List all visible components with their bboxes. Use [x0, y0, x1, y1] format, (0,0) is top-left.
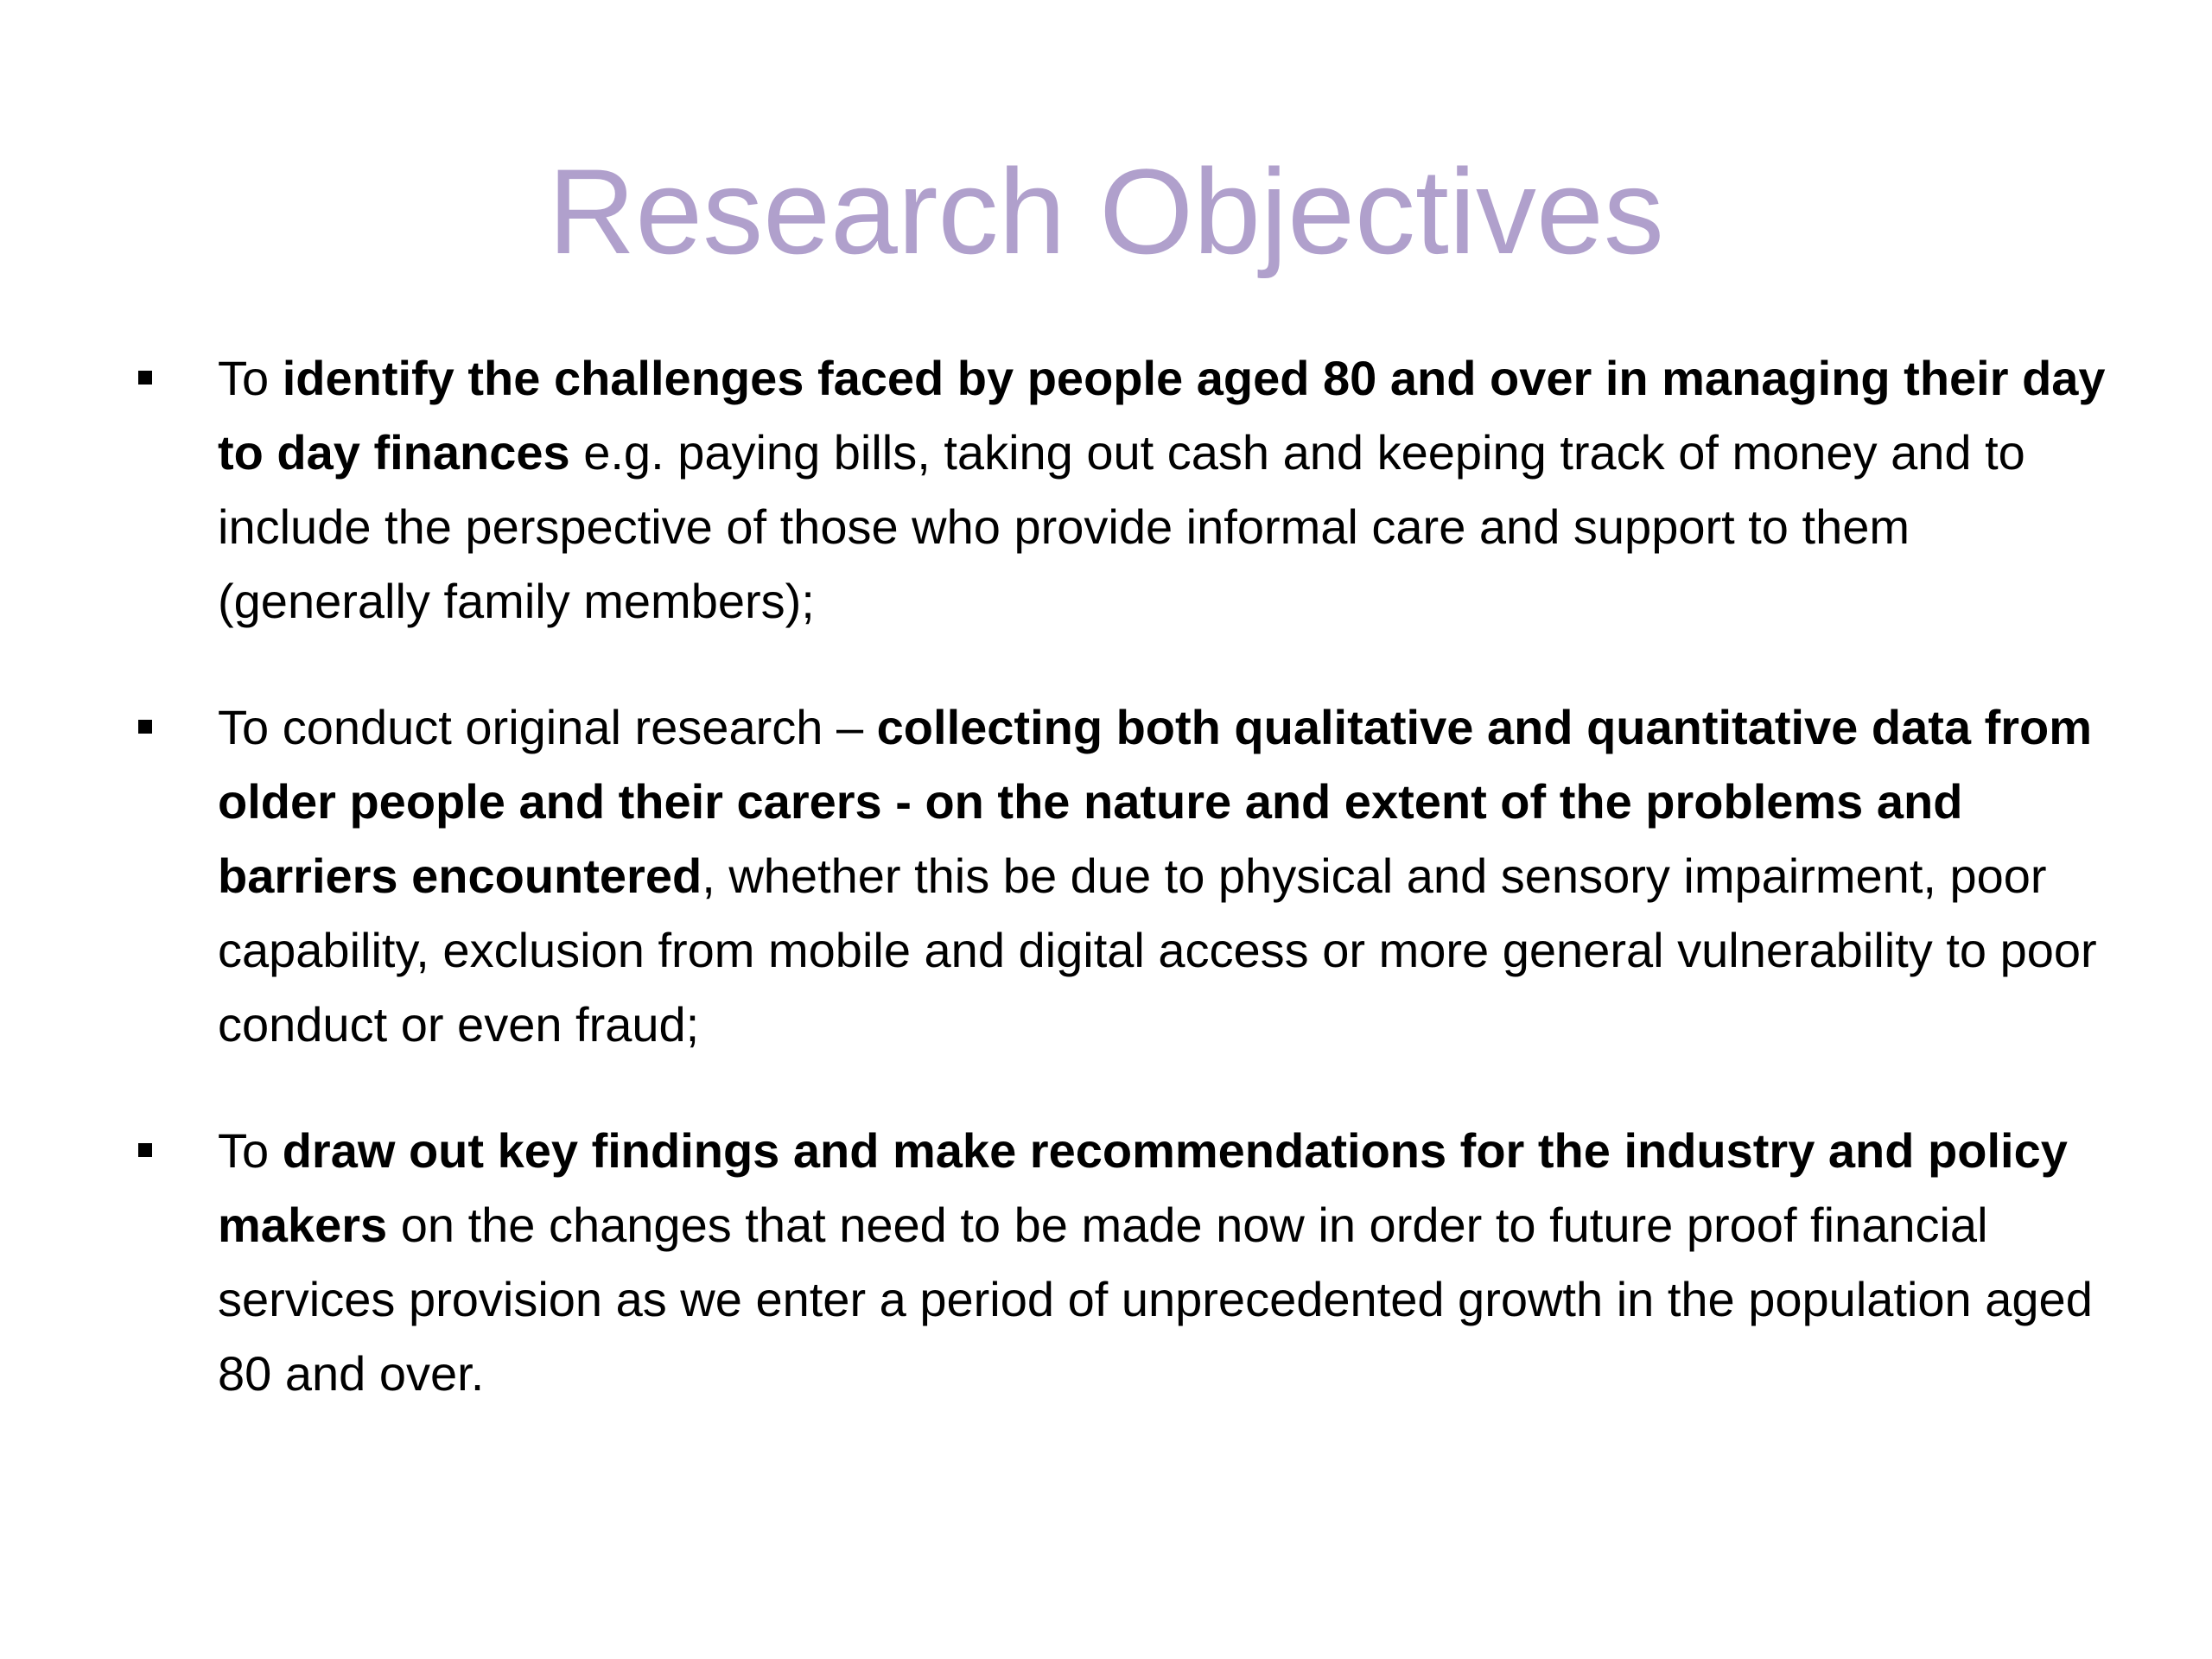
bullet-item: [138, 341, 2108, 639]
text-run: To: [218, 1123, 283, 1178]
bullet-item: [138, 1114, 2108, 1411]
square-bullet-icon: [138, 720, 152, 734]
bullet-text: [218, 351, 2106, 628]
text-run: on the changes that need to be made now in order to future proof financial services provision as we enter a period of unprecedented growth in the population aged 80 and over.: [218, 1198, 2093, 1401]
text-run: , whether this be due to physical and sensory impairment, poor capability, exclusion from mobile and digital access or more general vulnerability to poor conduct or even fraud;: [218, 849, 2097, 1052]
bullet-text: [218, 1123, 2093, 1401]
bold-run: identify the challenges faced by people aged 80 and over in managing their day to day finances: [218, 351, 2106, 480]
bullet-item: [138, 690, 2108, 1062]
bullet-text: [218, 700, 2097, 1052]
square-bullet-icon: [138, 1143, 152, 1157]
bold-run: collecting both qualitative and quantitative data from older people and their carers - on the nature and extent of the problems and barriers encountered: [218, 700, 2093, 903]
square-bullet-icon: [138, 371, 152, 385]
text-run: e.g. paying bills, taking out cash and keeping track of money and to include the perspective of those who provide informal care and support to them (generally family members);: [218, 425, 2025, 628]
bold-run: draw out key findings and make recommendations for the industry and policy makers: [218, 1123, 2068, 1252]
bullet-list: [138, 341, 2108, 1463]
text-run: To: [218, 351, 283, 405]
slide-title: Research Objectives: [548, 143, 1664, 279]
text-run: To conduct original research –: [218, 700, 877, 754]
